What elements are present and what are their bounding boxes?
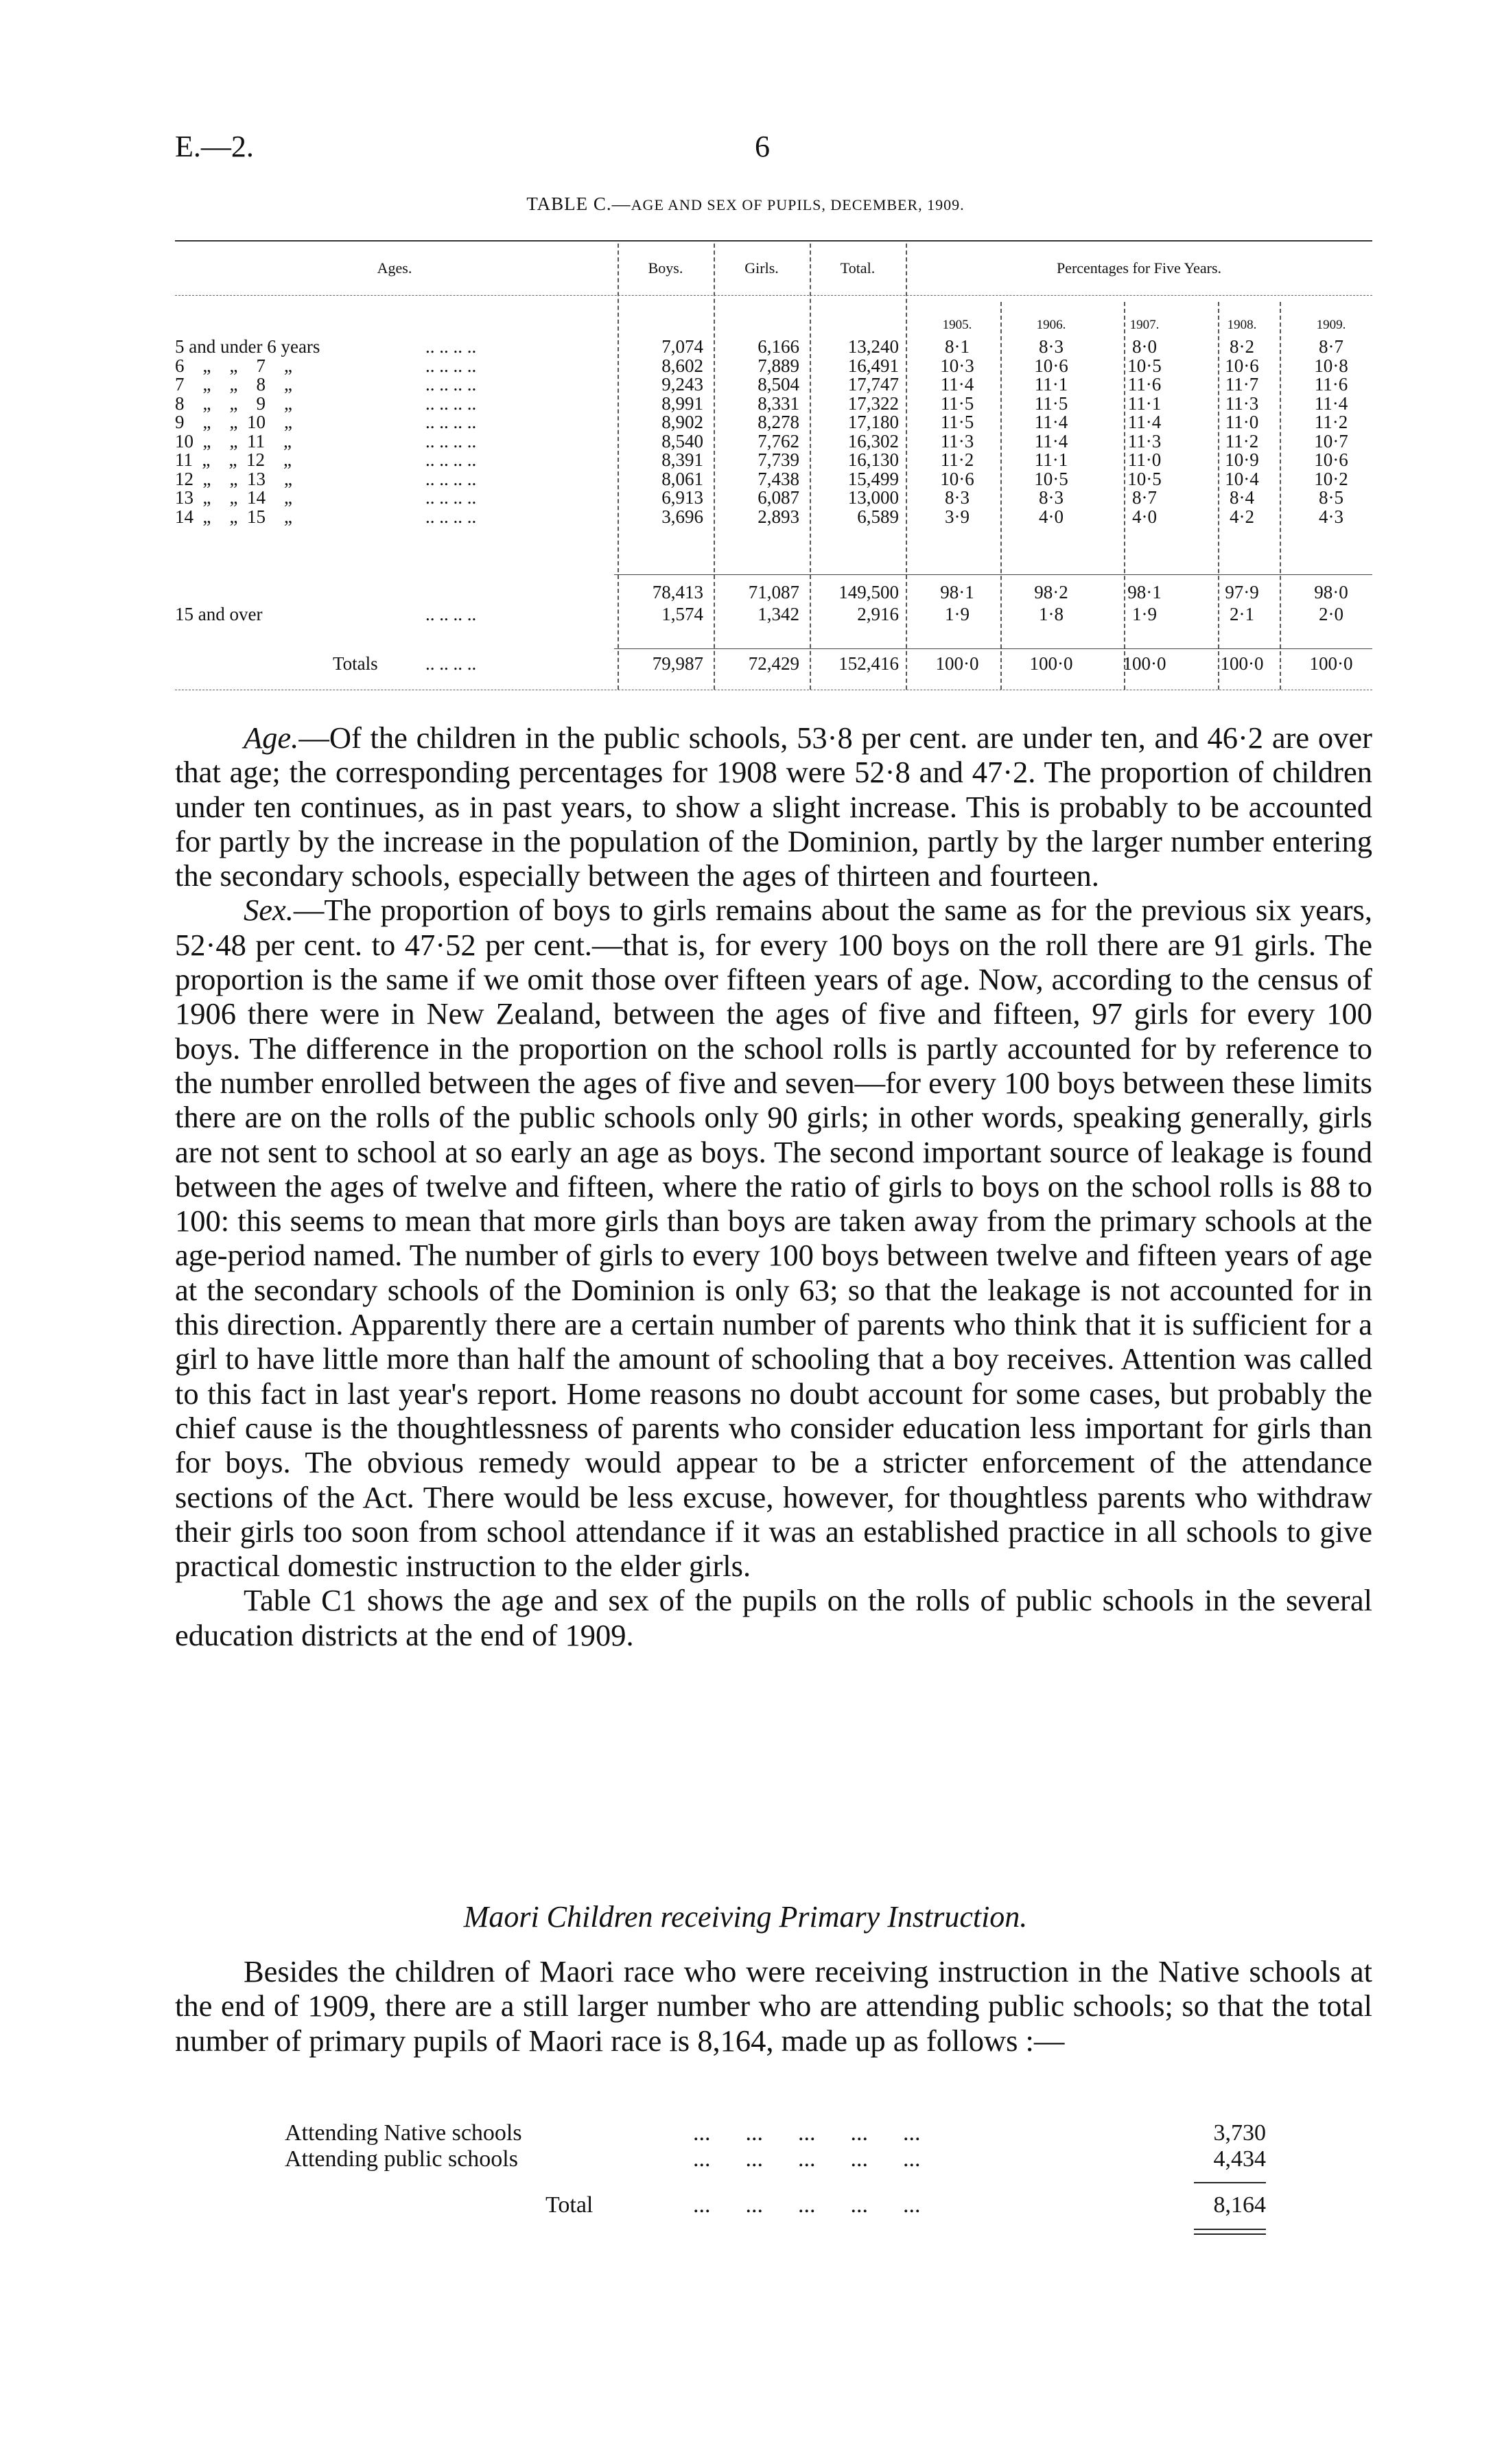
total-value: 8,164 [1213,2192,1266,2218]
age-paragraph [175,720,1372,893]
col-divider [714,244,715,690]
age-label: 9 „ „ 10 „ [175,412,292,432]
boys-value: 8,391 [661,449,703,470]
total-value: 17,322 [847,392,899,414]
percentage-value: 11·7 [1225,374,1259,395]
percentage-value: 8·5 [1319,487,1343,508]
age-label: 5 and under 6 years [175,336,320,357]
age-label: 10 „ „ 11 „ [175,430,292,451]
leader-dots: .. .. .. .. [425,355,477,376]
header-total: Total. [840,259,876,277]
percentage-value: 10·2 [1314,468,1348,489]
percentage-value: 10·5 [1034,468,1068,489]
percentage-value: 11·4 [940,374,974,395]
total-value: 17,747 [847,374,899,395]
year-header: 1908. [1227,318,1257,332]
percentage-value: 10·6 [1225,355,1259,376]
attendance-value: 4,434 [1213,2146,1266,2172]
age-label: 11 „ „ 12 „ [175,449,292,470]
percentage-value: 8·3 [1039,336,1064,357]
percentage-value: 4·0 [1039,506,1064,527]
age-label: 8 „ „ 9 „ [175,392,292,414]
total-value: 16,491 [847,355,899,376]
boys-value: 8,061 [661,468,703,489]
maori-paragraph: Besides the children of Maori race who were receiving instruction in the Native schools at the end of 1909, there are a still larger number who are attending public schools; so that the total number of primary pupils of Maori race is 8,164, made up as follows :— [175,1954,1372,2058]
girls-value: 2,893 [758,506,799,527]
boys-value: 6,913 [661,487,703,508]
table-c1-paragraph: Table C1 shows the age and sex of the pupils on the rolls of public schools in the several education districts at the end of 1909. [175,1583,1372,1652]
col-divider [906,244,907,690]
leader-dots: .. .. .. .. [425,430,477,451]
boys-value: 8,991 [661,392,703,414]
year-header: 1905. [942,318,972,332]
percentage-value: 4·0 [1132,506,1157,527]
total-value: 13,000 [847,487,899,508]
leader-dots: .. .. .. .. [425,604,477,624]
percentage-value: 11·3 [1225,392,1259,414]
year-header: 1907. [1129,318,1160,332]
percentage-value: 10·3 [940,355,974,376]
total-value: 152,416 [838,653,899,674]
percentage-value: 1·9 [945,604,970,624]
age-label: 13 „ „ 14 „ [175,487,292,508]
leader-dots: ... ... ... ... ... [693,2120,921,2146]
percentage-value: 11·5 [940,412,974,432]
boys-value: 9,243 [661,374,703,395]
percentage-value: 11·2 [1314,412,1348,432]
percentage-value: 8·4 [1230,487,1254,508]
percentage-value: 10·4 [1225,468,1259,489]
age-label: 12 „ „ 13 „ [175,468,292,489]
attendance-value: 3,730 [1213,2120,1266,2146]
leader-dots: .. .. .. .. [425,506,477,527]
percentage-value: 10·5 [1127,355,1162,376]
leader-dots: .. .. .. .. [425,392,477,414]
table-title-prefix: TABLE C.— [526,193,631,214]
percentage-value: 8·0 [1132,336,1157,357]
leader-dots: .. .. .. .. [425,653,477,674]
header-ages: Ages. [377,259,412,277]
boys-value: 78,413 [652,582,703,602]
table-title-rest: AGE AND SEX OF PUPILS, DECEMBER, 1909. [631,196,965,213]
col-divider [1000,302,1002,690]
percentage-value: 11·1 [1034,449,1068,470]
sex-paragraph [175,893,1372,1583]
percentage-value: 10·8 [1314,355,1348,376]
percentage-value: 8·1 [945,336,970,357]
percentage-value: 8·3 [945,487,970,508]
girls-value: 71,087 [748,582,799,602]
percentage-value: 8·2 [1230,336,1254,357]
percentage-value: 11·5 [940,392,974,414]
percentage-value: 11·6 [1127,374,1162,395]
percentage-value: 10·6 [1314,449,1348,470]
sum-rule [1194,2182,1266,2183]
sex-text: —The proportion of boys to girls remains about the same as for the previous six years, 52·48 per cent. to 47·52 per cent.—that is, for every 100 boys on the roll there are 91 girls. The proportion is the same if we omit those over fifteen years of age. Now, according to the census of 1906 there were in New Zealand, between the ages of five and fifteen, 97 girls for every 100 boys. The difference in the proportion on the school rolls is partly accounted for by reference to the number enrolled between the ages of five and seven—for every 100 boys between these limits there are on the rolls of the public schools only 90 girls; in other words, speaking generally, girls are not sent to school at so early an age as boys. The second important source of leakage is found between the ages of twelve and fifteen, where the ratio of girls to boys on the school rolls is 88 to 100: this seems to mean that more girls than boys are taken away from the primary schools at the age-period named. The number of girls to every 100 boys between twelve and fifteen years of age at the secondary schools of the Dominion is only 63; so that the leakage is not accounted for in this direction. Apparently there are a certain number of parents who think that it is sufficient for a girl to have little more than half the amount of schooling that a boy receives. Attention was called to this fact in last year's report. Home reasons no doubt account for some cases, but probably the chief cause is the thoughtlessness of parents who consider education less important for girls than for boys. The obvious remedy would appear to be a stricter enforcement of the attendance sections of the Act. There would be less excuse, however, for thoughtless parents who withdraw their girls too soon from school attendance if it was an established practice in all schools to give practical domestic instruction to the elder girls. [175,893,1372,1584]
girls-value: 8,331 [758,392,799,414]
girls-value: 1,342 [758,604,799,624]
percentage-value: 4·3 [1319,506,1343,527]
leader-dots: .. .. .. .. [425,412,477,432]
boys-value: 79,987 [652,653,703,674]
table-top-rule [175,240,1372,242]
percentage-value: 100·0 [1123,653,1166,674]
maori-body-text [175,1954,1372,2058]
total-value: 16,130 [847,449,899,470]
percentage-value: 8·7 [1132,487,1157,508]
percentage-value: 10·6 [940,468,974,489]
percentage-value: 4·2 [1230,506,1254,527]
boys-value: 7,074 [661,336,703,357]
leader-dots: .. .. .. .. [425,374,477,395]
percentage-value: 8·3 [1039,487,1064,508]
leader-dots: .. .. .. .. [425,487,477,508]
page-number: 6 [755,130,770,163]
percentage-value: 11·4 [1034,430,1068,451]
attendance-label: Attending public schools [285,2146,518,2172]
total-rule-2 [1194,2233,1266,2235]
percentage-value: 98·1 [940,582,974,602]
total-value: 149,500 [838,582,899,602]
percentage-value: 1·8 [1039,604,1064,624]
percentage-value: 2·0 [1319,604,1343,624]
percentage-value: 11·2 [940,449,974,470]
total-value: 15,499 [847,468,899,489]
percentage-value: 11·4 [1034,412,1068,432]
age-label: Totals [333,653,378,674]
subtotal-rule [614,574,1372,575]
boys-value: 8,902 [661,412,703,432]
percentage-value: 1·9 [1132,604,1157,624]
age-text: —Of the children in the public schools, 53·8 per cent. are under ten, and 46·2 are over that age; the corresponding percentages for 1908 were 52·8 and 47·2. The proportion of children under ten continues, as in past years, to show a slight increase. This is probably to be accounted for partly by the increase in the population of the Dominion, partly by the larger number entering the secondary schools, especially between the ages of thirteen and fourteen. [175,720,1372,893]
percentage-value: 10·9 [1225,449,1259,470]
table-header-rule [175,295,1372,296]
total-label: Total [545,2192,594,2218]
boys-value: 1,574 [661,604,703,624]
percentage-value: 11·2 [1225,430,1259,451]
total-value: 6,589 [857,506,899,527]
total-value: 2,916 [857,604,899,624]
girls-value: 7,889 [758,355,799,376]
total-value: 17,180 [847,412,899,432]
percentage-value: 97·9 [1225,582,1259,602]
sex-label: Sex. [244,893,294,928]
percentage-value: 11·1 [1127,392,1162,414]
table-title [0,193,1491,215]
boys-value: 3,696 [661,506,703,527]
percentage-value: 11·4 [1314,392,1348,414]
leader-dots: .. .. .. .. [425,449,477,470]
document-reference: E.—2. [175,130,254,163]
girls-value: 72,429 [748,653,799,674]
girls-value: 7,438 [758,468,799,489]
leader-dots: ... ... ... ... ... [693,2146,921,2172]
girls-value: 7,739 [758,449,799,470]
age-label: 15 and over [175,604,263,624]
percentage-value: 11·3 [1127,430,1162,451]
percentage-value: 10·7 [1314,430,1348,451]
percentage-value: 98·0 [1314,582,1348,602]
percentage-value: 100·0 [935,653,979,674]
percentage-value: 2·1 [1230,604,1254,624]
header-girls: Girls. [744,259,779,277]
percentage-value: 11·1 [1034,374,1068,395]
percentage-value: 100·0 [1029,653,1073,674]
year-header: 1909. [1316,318,1346,332]
percentage-value: 11·4 [1127,412,1162,432]
boys-value: 8,540 [661,430,703,451]
col-divider [810,244,811,690]
age-label: 14 „ „ 15 „ [175,506,292,527]
percentage-value: 11·6 [1314,374,1348,395]
header-percentages: Percentages for Five Years. [1056,259,1222,277]
girls-value: 6,166 [758,336,799,357]
leader-dots: .. .. .. .. [425,468,477,489]
percentage-value: 11·5 [1034,392,1068,414]
col-divider [618,244,619,690]
percentage-value: 11·0 [1127,449,1162,470]
girls-value: 8,504 [758,374,799,395]
attendance-label: Attending Native schools [285,2120,522,2146]
header-boys: Boys. [648,259,683,277]
percentage-value: 100·0 [1220,653,1264,674]
total-rule-1 [1194,2229,1266,2230]
girls-value: 8,278 [758,412,799,432]
percentage-value: 8·7 [1319,336,1343,357]
girls-value: 6,087 [758,487,799,508]
leader-dots: ... ... ... ... ... [693,2192,921,2218]
age-label: 7 „ „ 8 „ [175,374,292,395]
total-value: 13,240 [847,336,899,357]
age-label: 6 „ „ 7 „ [175,355,292,376]
percentage-value: 3·9 [945,506,970,527]
percentage-value: 10·6 [1034,355,1068,376]
age-label: Age. [244,720,299,755]
percentage-value: 100·0 [1309,653,1353,674]
percentage-value: 11·3 [940,430,974,451]
girls-value: 7,762 [758,430,799,451]
leader-dots: .. .. .. .. [425,336,477,357]
total-value: 16,302 [847,430,899,451]
percentage-value: 10·5 [1127,468,1162,489]
percentage-value: 98·2 [1034,582,1068,602]
body-text [175,720,1372,1652]
percentage-value: 98·1 [1127,582,1162,602]
year-header: 1906. [1036,318,1066,332]
maori-heading: Maori Children receiving Primary Instruction. [463,1900,1028,1934]
boys-value: 8,602 [661,355,703,376]
totals-rule [614,648,1372,649]
percentage-value: 11·0 [1225,412,1259,432]
